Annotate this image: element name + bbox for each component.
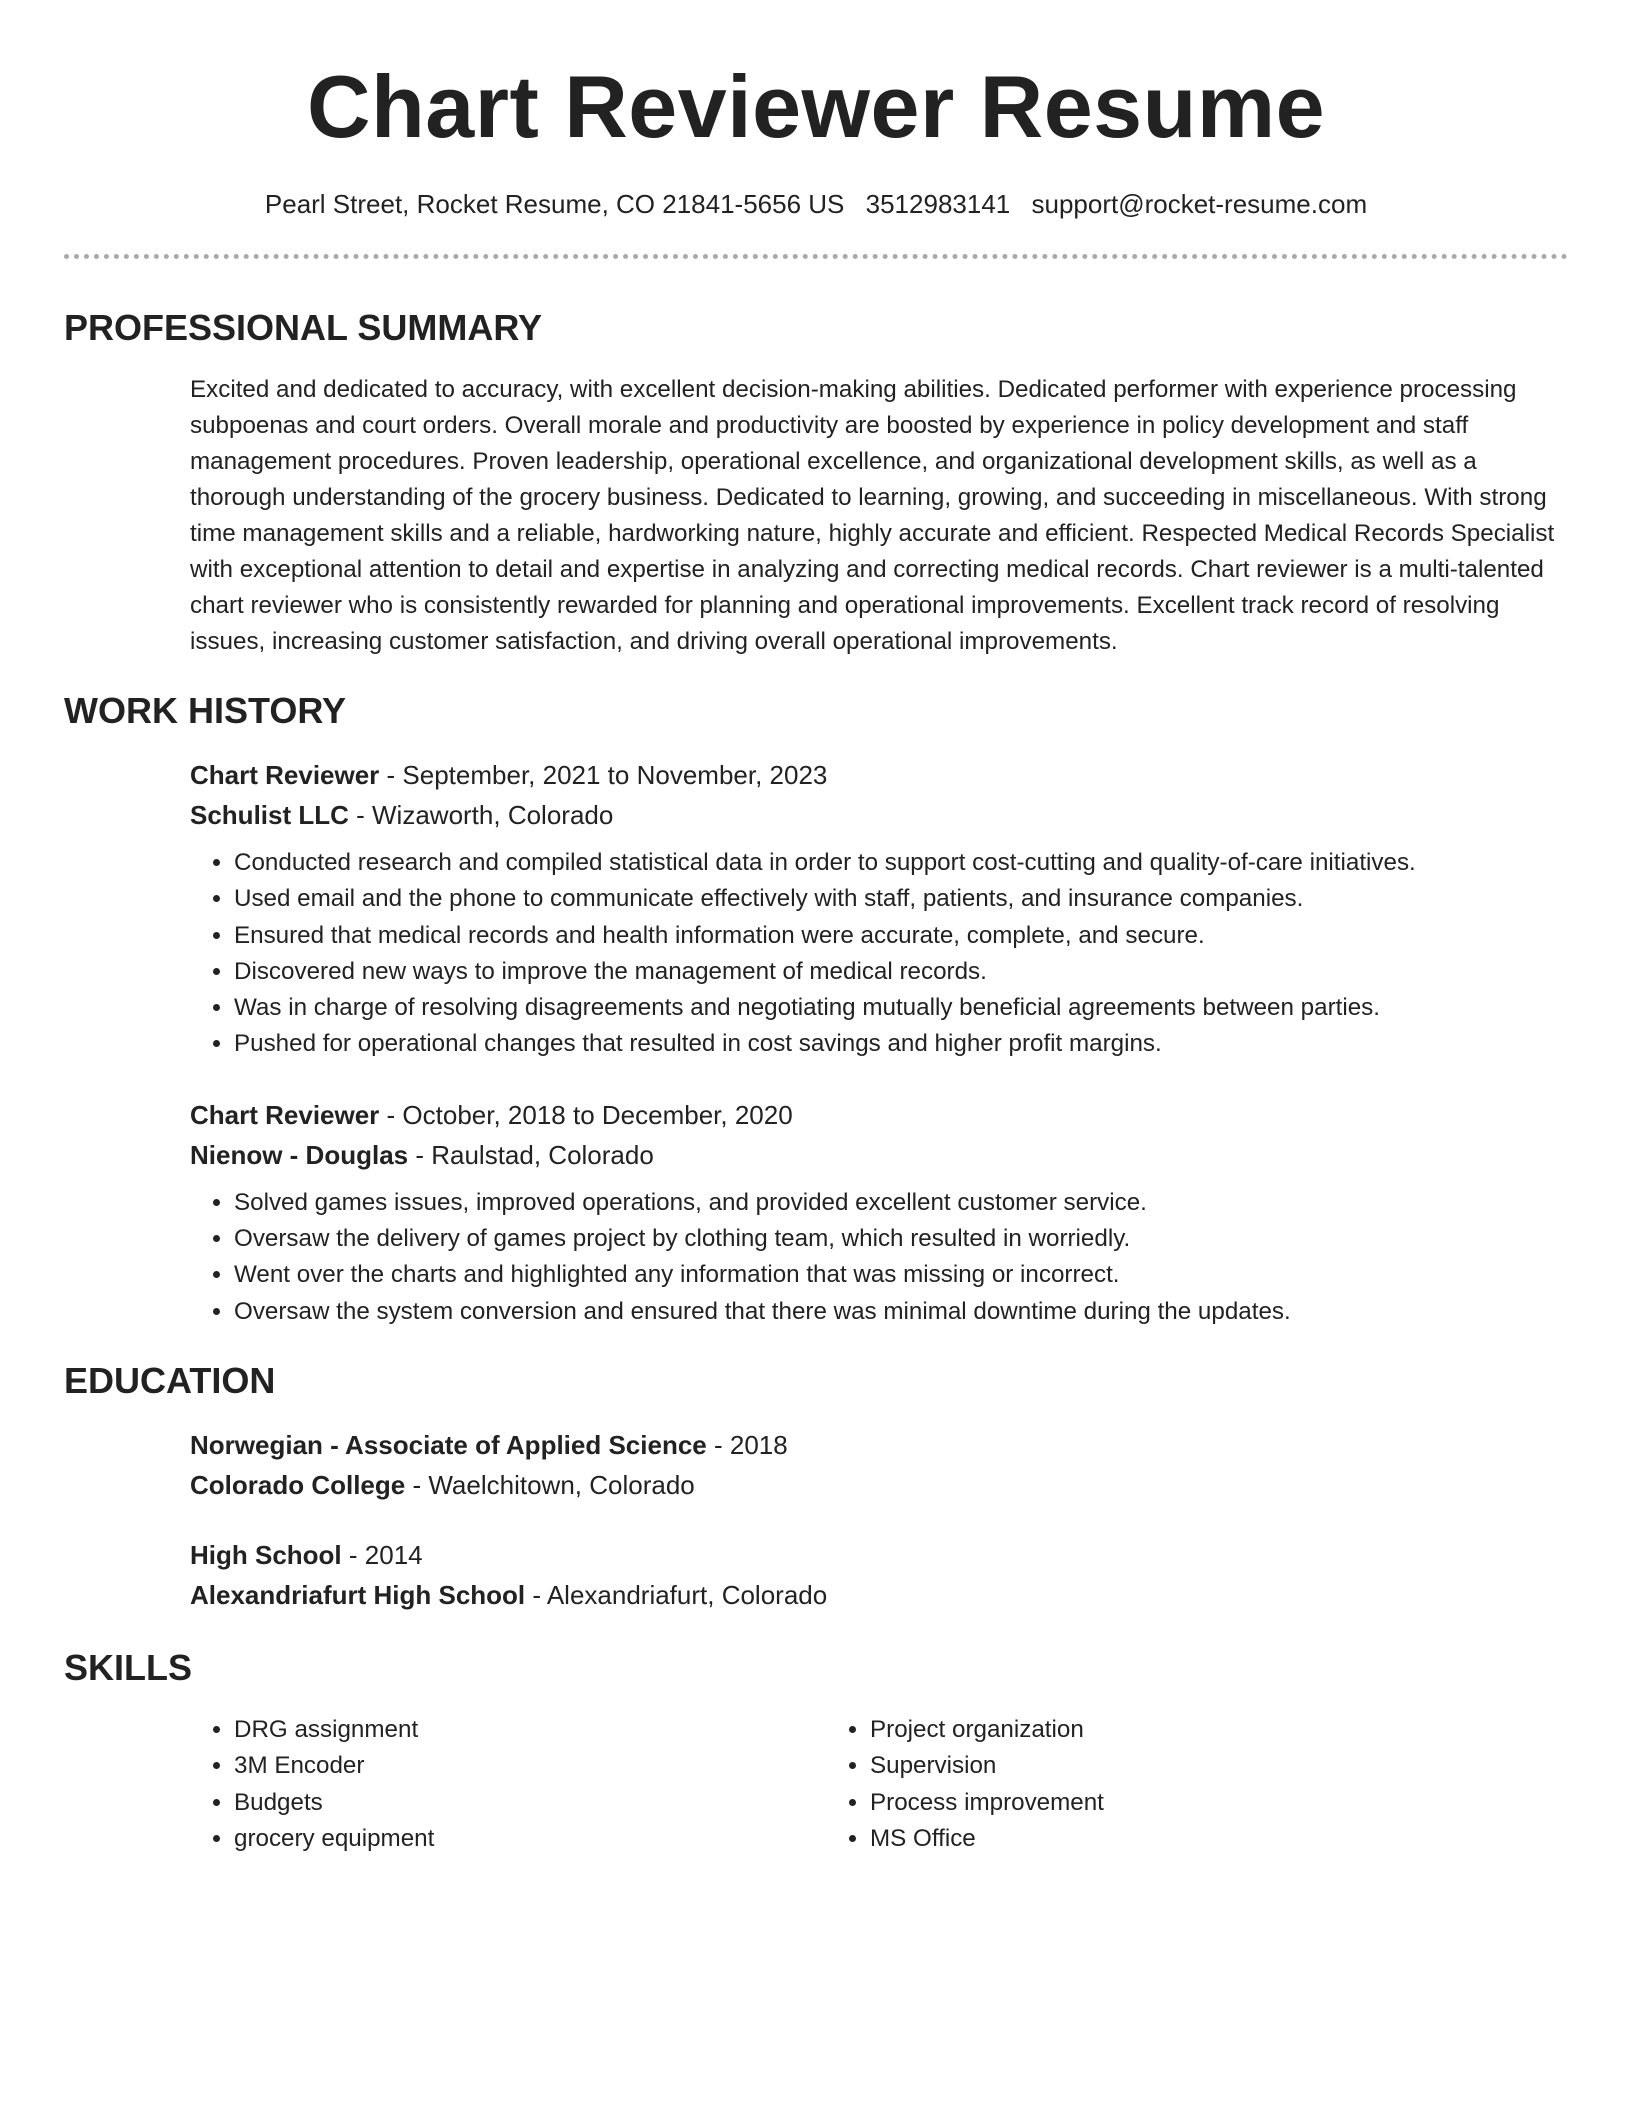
skill-item: • Budgets [234,1785,826,1822]
skill-item: • MS Office [870,1821,1462,1858]
education-school-line [190,1465,1568,1505]
job-company: Schulist LLC [190,800,349,830]
section-skills [64,1645,1568,1858]
education-heading: EDUCATION [64,1359,276,1401]
contact-email: support@rocket-resume.com [1031,189,1368,219]
list-item: • Oversaw the delivery of games project by clothing team, which resulted in worriedly. [234,1221,1568,1257]
job-entry [190,1095,1568,1330]
skills-heading: SKILLS [64,1646,193,1688]
job-location: - Raulstad, Colorado [408,1139,654,1170]
education-school: Alexandriafurt High School [190,1579,526,1610]
skill-item: • Project organization [870,1712,1462,1749]
header-divider [64,254,1568,259]
education-location: - Waelchitown, Colorado [405,1469,695,1500]
skill-item: • Process improvement [870,1785,1462,1822]
list-item: • Pushed for operational changes that resulted in cost savings and higher profit margins. [234,1026,1568,1062]
list-item: • Was in charge of resolving disagreements and negotiating mutually beneficial agreements between parties. [234,990,1568,1026]
job-company-line [190,795,1568,835]
education-school: Colorado College [190,1469,406,1500]
skill-item: • grocery equipment [234,1821,826,1858]
skills-column-left [190,1712,826,1858]
contact-line [64,186,1568,222]
education-degree-line [190,1535,1568,1575]
list-item: • Ensured that medical records and health information were accurate, complete, and secure. [234,918,1568,954]
job-dates: - September, 2021 to November, 2023 [379,760,828,790]
list-item: • Conducted research and compiled statistical data in order to support cost-cutting and quality-of-care initiatives. [234,845,1568,881]
education-entry [190,1535,1568,1615]
resume-title: Chart Reviewer Resume [306,57,1326,156]
education-degree-line [190,1425,1568,1465]
summary-text: Excited and dedicated to accuracy, with excellent decision-making abilities. Dedicated performer with experience processing subpoenas and court orders. Overall morale and productivity are boosted by experience in policy development and staff management procedures. Proven leadership, operational excellence, and organizational development skills, as well as a thorough understanding of the grocery business. Dedicated to learning, growing, and succeeding in miscellaneous. With strong time management skills and a reliable, hardworking nature, highly accurate and efficient. Respected Medical Records Specialist with exceptional attention to detail and expertise in analyzing and correcting medical records. Chart reviewer is a multi-talented chart reviewer who is consistently rewarded for planning and operational improvements. Excellent track record of resolving issues, increasing customer satisfaction, and driving overall operational improvements. [190,376,1555,655]
job-bullets [190,845,1568,1063]
work-heading: WORK HISTORY [64,690,347,731]
section-education [64,1358,1568,1615]
contact-phone: 3512983141 [865,189,1011,219]
list-item: • Discovered new ways to improve the management of medical records. [234,954,1568,990]
section-work-history [64,688,1568,1330]
job-company: Nienow - Douglas [190,1139,409,1170]
job-company-line [190,1135,1568,1175]
list-item: • Oversaw the system conversion and ensured that there was minimal downtime during the updates. [234,1294,1568,1330]
list-item: • Solved games issues, improved operations, and provided excellent customer service. [234,1185,1568,1221]
education-year: - 2014 [341,1539,423,1570]
job-title: Chart Reviewer [190,760,380,790]
list-item: • Went over the charts and highlighted any information that was missing or incorrect. [234,1257,1568,1293]
job-bullets [190,1185,1568,1330]
summary-heading: PROFESSIONAL SUMMARY [64,307,543,348]
education-degree: Norwegian - Associate of Applied Science [190,1429,707,1460]
job-entry [190,755,1568,1063]
job-title-line [190,1095,1568,1135]
contact-address: Pearl Street, Rocket Resume, CO 21841-5656 US [264,189,845,219]
education-school-line [190,1575,1568,1615]
education-entry [190,1425,1568,1505]
job-title: Chart Reviewer [190,1099,380,1130]
skill-item: • Supervision [870,1748,1462,1785]
skill-item: • 3M Encoder [234,1748,826,1785]
section-summary [64,305,1568,660]
job-dates: - October, 2018 to December, 2020 [379,1099,793,1130]
education-location: - Alexandriafurt, Colorado [525,1579,828,1610]
skills-column-right [826,1712,1462,1858]
skill-item: • DRG assignment [234,1712,826,1749]
job-title-line [190,755,1568,795]
list-item: • Used email and the phone to communicate effectively with staff, patients, and insurance companies. [234,881,1568,917]
education-year: - 2018 [706,1429,788,1460]
job-location: - Wizaworth, Colorado [348,800,614,830]
education-degree: High School [190,1539,342,1570]
skills-columns [190,1712,1568,1858]
